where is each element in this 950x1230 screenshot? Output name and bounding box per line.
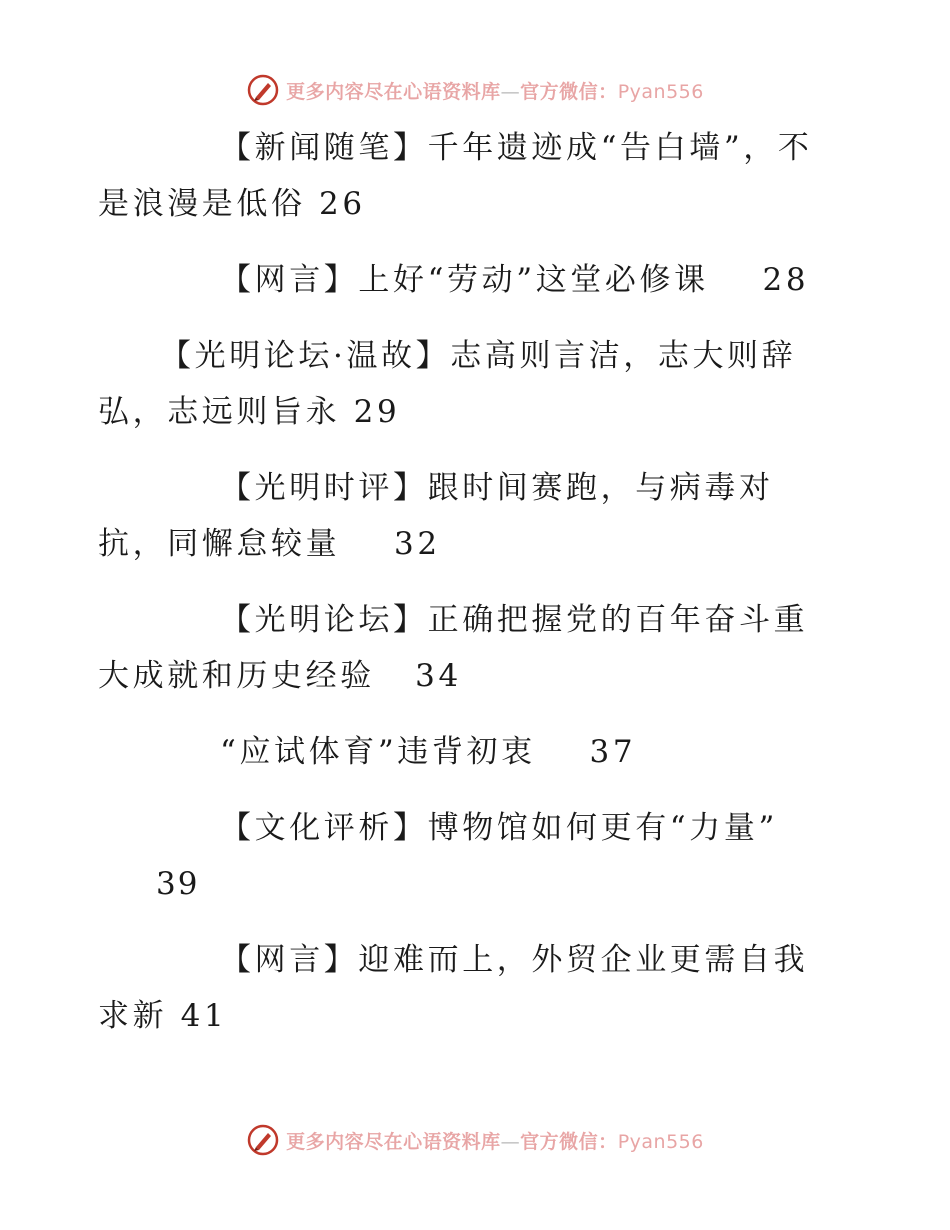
footer-banner <box>0 1120 950 1160</box>
banner-wechat-label: 官方微信： <box>520 1130 618 1153</box>
toc-entry: 【网言】迎难而上，外贸企业更需自我求新 41 <box>98 942 809 1034</box>
toc-entry: 【光明时评】跟时间赛跑，与病毒对抗，同懈怠较量 32 <box>98 470 774 562</box>
logo-icon <box>246 1123 280 1157</box>
banner-wechat-label: 官方微信： <box>520 80 618 103</box>
banner-separator: — <box>500 1130 521 1153</box>
toc-entry: “应试体育”违背初衷 37 <box>220 734 637 770</box>
toc-entry: 【光明论坛·温故】志高则言洁，志大则辞弘，志远则旨永 29 <box>98 338 797 430</box>
toc-entry: 【新闻随笔】千年遗迹成“告白墙”，不是浪漫是低俗 26 <box>98 130 813 222</box>
toc-entry: 【文化评析】博物馆如何更有“力量” <box>220 810 778 846</box>
banner-site-text: 更多内容尽在心语资料库 <box>286 1130 501 1153</box>
banner-site-text: 更多内容尽在心语资料库 <box>286 80 501 103</box>
header-banner <box>0 70 950 110</box>
logo-icon <box>246 73 280 107</box>
banner-wechat-handle: Pyan556 <box>617 1130 704 1153</box>
toc-entry: 【网言】上好“劳动”这堂必修课 28 <box>220 262 810 298</box>
toc-content <box>98 120 828 1044</box>
banner-wechat-handle: Pyan556 <box>617 80 704 103</box>
banner-text <box>286 77 704 104</box>
toc-entry: 【光明论坛】正确把握党的百年奋斗重大成就和历史经验 34 <box>98 602 809 694</box>
banner-text <box>286 1127 704 1154</box>
toc-page-number: 39 <box>156 866 200 902</box>
banner-separator: — <box>500 80 521 103</box>
